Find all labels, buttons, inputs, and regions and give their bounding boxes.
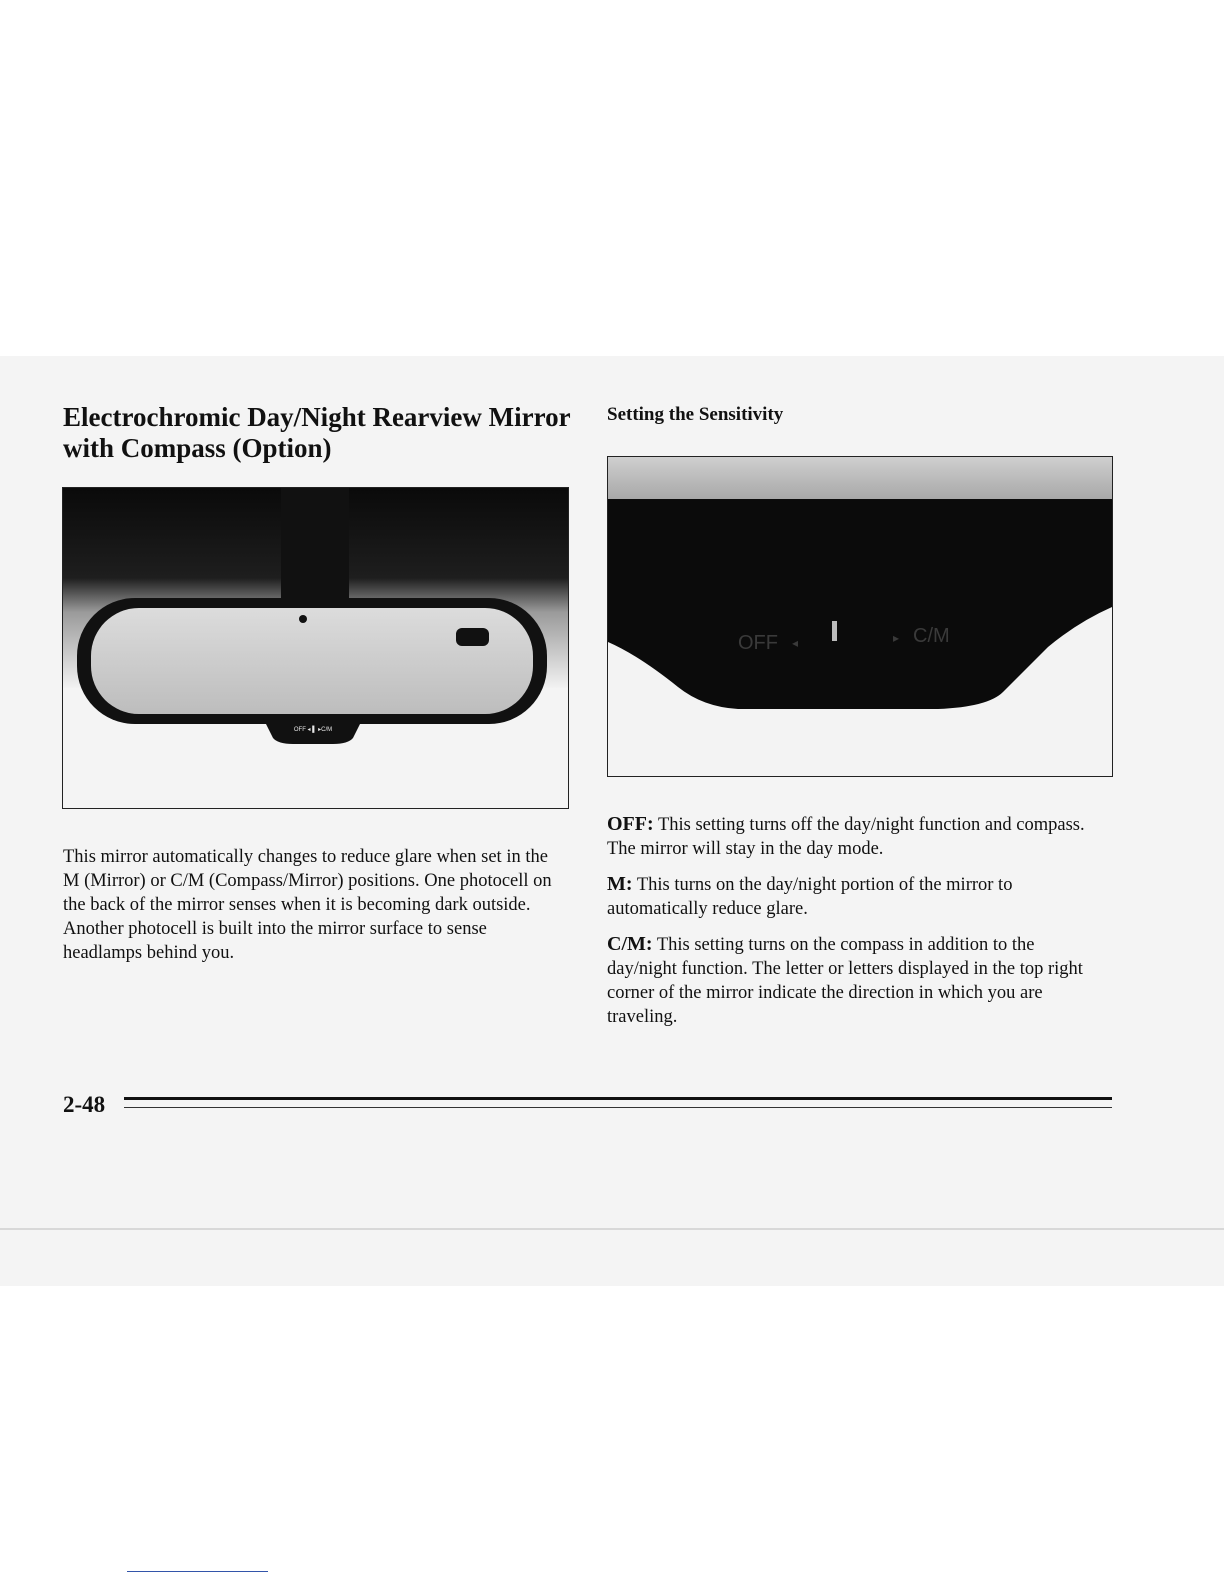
scan-edge-line xyxy=(0,1228,1224,1230)
definition-term: C/M: xyxy=(607,933,653,955)
mirror-description: This mirror automatically changes to reduce glare when set in the M (Mirror) or C/M (Compass/Mirror) positions. One photocell on the back of the mirror senses when it is becoming dark outside. Another photocell is built into the mirror surface to sense headlamps behind you. xyxy=(63,847,552,963)
switch-slider xyxy=(832,621,837,641)
definition-off xyxy=(607,812,1107,861)
footer-rule-thick xyxy=(124,1097,1112,1100)
definition-term: M: xyxy=(607,873,633,895)
mirror-control-label: OFF ◂ ▌ ▸C/M xyxy=(293,727,333,733)
definition-m xyxy=(607,872,1107,921)
switch-cm-label: C/M xyxy=(913,625,950,647)
definition-cm xyxy=(607,932,1107,1029)
footer-rule-thin xyxy=(124,1107,1112,1108)
switch-right-arrow: ▸ xyxy=(893,631,900,645)
switch-left-arrow: ◂ xyxy=(792,636,799,650)
definition-text: This setting turns off the day/night function and compass. The mirror will stay in the day mode. xyxy=(607,815,1085,859)
subsection-heading: Setting the Sensitivity xyxy=(607,404,784,425)
mirror-photo xyxy=(62,487,569,809)
definition-text: This turns on the day/night portion of the mirror to automatically reduce glare. xyxy=(607,875,1013,919)
definition-term: OFF: xyxy=(607,813,654,835)
section-heading: Electrochromic Day/Night Rearview Mirror with Compass (Option) xyxy=(63,402,571,463)
sensitivity-switch-photo xyxy=(607,456,1113,777)
page-number: 2-48 xyxy=(63,1092,106,1117)
definition-text: This setting turns on the compass in addition to the day/night function. The letter or letters displayed in the top right corner of the mirror indicate the direction in which you are traveling. xyxy=(607,935,1083,1027)
switch-off-label: OFF xyxy=(738,632,778,654)
footer-link-underline[interactable] xyxy=(127,1571,268,1572)
